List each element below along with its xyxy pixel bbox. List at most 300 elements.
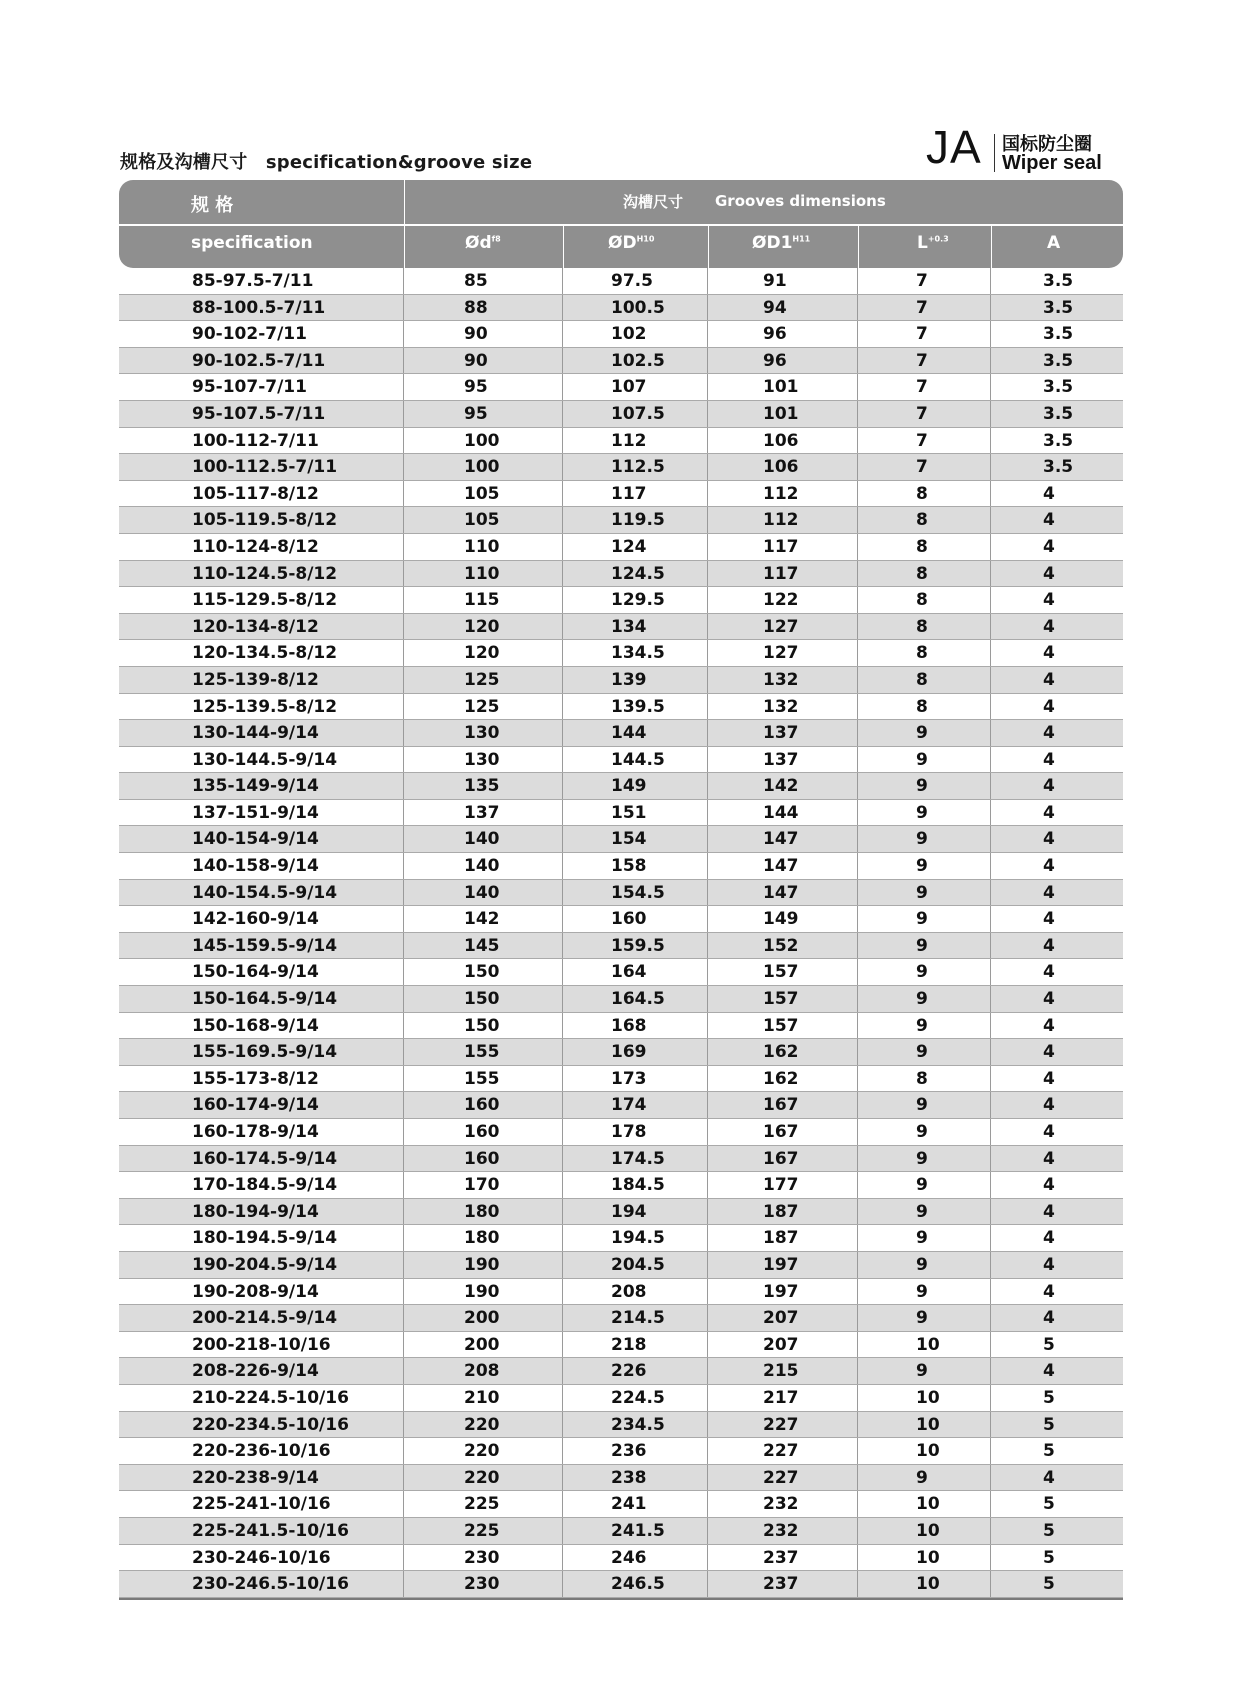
cell-D: 112.5 [563, 454, 708, 480]
cell-L: 9 [858, 906, 991, 932]
cell-D: 151 [563, 800, 708, 826]
cell-D1: 149 [708, 906, 858, 932]
table-row [119, 640, 1123, 667]
header-col-d-tolerance: f8 [491, 234, 501, 244]
cell-A: 3.5 [1043, 271, 1074, 291]
cell-D1: 167 [708, 1092, 858, 1118]
cell-L: 9 [858, 747, 991, 773]
table-row [119, 1146, 1123, 1173]
cell-D1: 106 [708, 454, 858, 480]
cell-D: 174.5 [563, 1146, 708, 1172]
cell-spec: 95-107.5-7/11 [119, 401, 404, 427]
table-row [119, 374, 1123, 401]
table-row [119, 454, 1123, 481]
table-row [119, 1358, 1123, 1385]
cell-D1: 152 [708, 933, 858, 959]
cell-d: 140 [404, 880, 563, 906]
cell-d: 115 [404, 587, 563, 613]
cell-d: 150 [404, 1013, 563, 1039]
cell-spec: 135-149-9/14 [119, 773, 404, 799]
cell-D1: 94 [708, 295, 858, 321]
cell-L: 9 [858, 1305, 991, 1331]
cell-D: 129.5 [563, 587, 708, 613]
cell-d: 142 [404, 906, 563, 932]
cell-D: 241 [563, 1491, 708, 1517]
table-row [119, 667, 1123, 694]
cell-A: 3.5 [1043, 377, 1074, 398]
table-row [119, 1571, 1123, 1598]
cell-D1: 117 [708, 534, 858, 560]
cell-L: 8 [858, 507, 991, 533]
cell-d: 125 [404, 667, 563, 693]
cell-A: 4 [1043, 749, 1055, 770]
cell-D: 246 [563, 1545, 708, 1571]
table-caption [120, 148, 532, 174]
cell-D1: 232 [708, 1518, 858, 1544]
cell-D1: 227 [708, 1465, 858, 1491]
cell-D: 154 [563, 826, 708, 852]
cell-A: 4 [1043, 935, 1055, 956]
cell-D1: 227 [708, 1412, 858, 1438]
header-col-L: $L^{+0.3}$ [917, 233, 949, 253]
cell-spec: 130-144.5-9/14 [119, 747, 404, 773]
cell-spec: 210-224.5-10/16 [119, 1385, 404, 1411]
cell-L: 9 [858, 853, 991, 879]
cell-L: 9 [858, 1199, 991, 1225]
cell-D1: 147 [708, 880, 858, 906]
cell-L: 9 [858, 1092, 991, 1118]
cell-D: 241.5 [563, 1518, 708, 1544]
cell-A: 4 [1043, 776, 1055, 797]
header-col-D-tolerance: H10 [636, 234, 655, 244]
cell-d: 180 [404, 1199, 563, 1225]
header-col-A: A [1047, 233, 1061, 253]
cell-D: 112 [563, 428, 708, 454]
table-row [119, 1412, 1123, 1439]
table-row [119, 348, 1123, 375]
cell-L: 8 [858, 1066, 991, 1092]
cell-D: 107 [563, 374, 708, 400]
cell-spec: 200-214.5-9/14 [119, 1305, 404, 1331]
cell-D1: 122 [708, 587, 858, 613]
cell-d: 120 [404, 614, 563, 640]
cell-D: 117 [563, 481, 708, 507]
cell-A: 4 [1043, 1228, 1055, 1249]
cell-d: 95 [404, 374, 563, 400]
cell-A: 3.5 [1043, 297, 1074, 318]
cell-L: 9 [858, 1119, 991, 1145]
cell-L: 7 [858, 321, 991, 347]
cell-D1: 137 [708, 720, 858, 746]
cell-A: 4 [1043, 1281, 1055, 1302]
cell-A: 4 [1043, 1254, 1055, 1275]
cell-A: 3.5 [1043, 403, 1074, 424]
cell-D: 149 [563, 773, 708, 799]
cell-D1: 144 [708, 800, 858, 826]
table-row [119, 1518, 1123, 1545]
cell-d: 130 [404, 747, 563, 773]
cell-A: 4 [1043, 829, 1055, 850]
cell-A: 4 [1043, 723, 1055, 744]
cell-L: 10 [858, 1545, 991, 1571]
cell-L: 7 [858, 401, 991, 427]
cell-D1: 127 [708, 640, 858, 666]
header-divider-vertical [858, 224, 859, 268]
table-row [119, 1438, 1123, 1465]
cell-d: 225 [404, 1518, 563, 1544]
cell-D: 134.5 [563, 640, 708, 666]
cell-D1: 162 [708, 1066, 858, 1092]
cell-D: 194 [563, 1199, 708, 1225]
table-row [119, 428, 1123, 455]
table-row [119, 268, 1123, 295]
product-name-cn: 国标防尘圈 [1002, 134, 1092, 155]
cell-A: 4 [1043, 590, 1055, 611]
cell-spec: 105-117-8/12 [119, 481, 404, 507]
table-row [119, 1545, 1123, 1572]
table-row [119, 1332, 1123, 1359]
table-row [119, 773, 1123, 800]
cell-D1: 112 [708, 481, 858, 507]
header-grooves-cn: 沟槽尺寸 [623, 193, 684, 211]
cell-D1: 207 [708, 1305, 858, 1331]
table-row [119, 1279, 1123, 1306]
cell-D: 236 [563, 1438, 708, 1464]
cell-L: 8 [858, 561, 991, 587]
table-row [119, 959, 1123, 986]
cell-d: 230 [404, 1571, 563, 1597]
table-row [119, 826, 1123, 853]
cell-D: 158 [563, 853, 708, 879]
header-divider-horizontal [119, 224, 1123, 226]
cell-A: 4 [1043, 882, 1055, 903]
cell-D1: 112 [708, 507, 858, 533]
cell-d: 230 [404, 1545, 563, 1571]
cell-L: 8 [858, 694, 991, 720]
cell-d: 145 [404, 933, 563, 959]
cell-D1: 117 [708, 561, 858, 587]
cell-A: 4 [1043, 1361, 1055, 1382]
cell-D1: 96 [708, 321, 858, 347]
cell-d: 135 [404, 773, 563, 799]
cell-A: 5 [1043, 1414, 1055, 1435]
cell-spec: 115-129.5-8/12 [119, 587, 404, 613]
cell-d: 225 [404, 1491, 563, 1517]
cell-D: 139 [563, 667, 708, 693]
table-row [119, 1491, 1123, 1518]
cell-D: 102.5 [563, 348, 708, 374]
cell-A: 3.5 [1043, 324, 1074, 345]
header-divider-vertical [404, 180, 405, 268]
cell-spec: 230-246-10/16 [119, 1545, 404, 1571]
cell-spec: 160-174-9/14 [119, 1092, 404, 1118]
cell-D1: 187 [708, 1199, 858, 1225]
cell-D1: 217 [708, 1385, 858, 1411]
cell-L: 9 [858, 720, 991, 746]
cell-spec: 85-97.5-7/11 [119, 268, 404, 294]
cell-A: 5 [1043, 1547, 1055, 1568]
cell-D: 169 [563, 1039, 708, 1065]
cell-D: 184.5 [563, 1172, 708, 1198]
cell-D: 124 [563, 534, 708, 560]
cell-d: 105 [404, 507, 563, 533]
cell-D1: 137 [708, 747, 858, 773]
cell-L: 8 [858, 614, 991, 640]
cell-d: 210 [404, 1385, 563, 1411]
cell-L: 9 [858, 986, 991, 1012]
cell-A: 4 [1043, 616, 1055, 637]
cell-spec: 160-174.5-9/14 [119, 1146, 404, 1172]
cell-L: 9 [858, 1225, 991, 1251]
cell-L: 9 [858, 1465, 991, 1491]
table-header [119, 180, 1123, 268]
cell-L: 10 [858, 1438, 991, 1464]
header-col-D: $ØD^{H10}$ [608, 233, 655, 253]
cell-d: 220 [404, 1438, 563, 1464]
header-divider-vertical [708, 224, 709, 268]
cell-spec: 137-151-9/14 [119, 800, 404, 826]
cell-d: 220 [404, 1412, 563, 1438]
cell-D1: 237 [708, 1545, 858, 1571]
header-divider-vertical [563, 224, 564, 268]
cell-L: 9 [858, 1013, 991, 1039]
cell-L: 8 [858, 534, 991, 560]
cell-d: 110 [404, 534, 563, 560]
cell-spec: 120-134-8/12 [119, 614, 404, 640]
cell-A: 4 [1043, 563, 1055, 584]
cell-L: 9 [858, 800, 991, 826]
cell-D1: 127 [708, 614, 858, 640]
table-row [119, 1305, 1123, 1332]
cell-D: 168 [563, 1013, 708, 1039]
table-row [119, 720, 1123, 747]
header-divider-vertical [991, 224, 992, 268]
table-row [119, 1465, 1123, 1492]
cell-spec: 95-107-7/11 [119, 374, 404, 400]
cell-D1: 227 [708, 1438, 858, 1464]
cell-D1: 207 [708, 1332, 858, 1358]
table-row [119, 906, 1123, 933]
cell-A: 5 [1043, 1441, 1055, 1462]
cell-d: 155 [404, 1039, 563, 1065]
cell-D: 160 [563, 906, 708, 932]
cell-L: 8 [858, 587, 991, 613]
table-row [119, 1172, 1123, 1199]
cell-spec: 150-168-9/14 [119, 1013, 404, 1039]
product-code: JA [926, 121, 982, 173]
header-spec-cn: 规 格 [191, 195, 234, 216]
cell-d: 100 [404, 454, 563, 480]
table-row [119, 481, 1123, 508]
table-row [119, 1013, 1123, 1040]
cell-d: 95 [404, 401, 563, 427]
cell-D: 164 [563, 959, 708, 985]
cell-A: 5 [1043, 1334, 1055, 1355]
cell-spec: 120-134.5-8/12 [119, 640, 404, 666]
header-col-L-tolerance: +0.3 [927, 234, 949, 244]
cell-spec: 230-246.5-10/16 [119, 1571, 404, 1597]
table-row [119, 1385, 1123, 1412]
cell-d: 125 [404, 694, 563, 720]
cell-spec: 190-208-9/14 [119, 1279, 404, 1305]
cell-D1: 101 [708, 374, 858, 400]
cell-d: 150 [404, 959, 563, 985]
cell-d: 220 [404, 1465, 563, 1491]
cell-A: 4 [1043, 1042, 1055, 1063]
cell-spec: 140-158-9/14 [119, 853, 404, 879]
table-row [119, 1039, 1123, 1066]
cell-L: 7 [858, 374, 991, 400]
table-row [119, 694, 1123, 721]
cell-L: 9 [858, 1039, 991, 1065]
cell-d: 200 [404, 1305, 563, 1331]
cell-D1: 147 [708, 826, 858, 852]
brand-divider [994, 134, 995, 172]
cell-L: 10 [858, 1385, 991, 1411]
cell-D1: 101 [708, 401, 858, 427]
table-row [119, 587, 1123, 614]
table-row [119, 1252, 1123, 1279]
table-row [119, 1199, 1123, 1226]
cell-spec: 155-173-8/12 [119, 1066, 404, 1092]
cell-d: 155 [404, 1066, 563, 1092]
cell-D: 164.5 [563, 986, 708, 1012]
cell-d: 140 [404, 853, 563, 879]
cell-D: 174 [563, 1092, 708, 1118]
cell-d: 208 [404, 1358, 563, 1384]
table-row [119, 1066, 1123, 1093]
cell-L: 7 [858, 295, 991, 321]
cell-d: 88 [404, 295, 563, 321]
cell-d: 90 [404, 348, 563, 374]
cell-D: 97.5 [563, 268, 708, 294]
cell-D: 208 [563, 1279, 708, 1305]
cell-d: 160 [404, 1092, 563, 1118]
cell-A: 4 [1043, 1201, 1055, 1222]
table-row [119, 853, 1123, 880]
cell-spec: 155-169.5-9/14 [119, 1039, 404, 1065]
cell-D: 144 [563, 720, 708, 746]
table-row [119, 933, 1123, 960]
table-row [119, 295, 1123, 322]
cell-D1: 132 [708, 667, 858, 693]
cell-D: 102 [563, 321, 708, 347]
cell-D: 139.5 [563, 694, 708, 720]
cell-L: 9 [858, 826, 991, 852]
cell-D: 194.5 [563, 1225, 708, 1251]
cell-A: 4 [1043, 643, 1055, 664]
cell-L: 10 [858, 1332, 991, 1358]
header-col-D1-tolerance: H11 [792, 234, 811, 244]
cell-D: 214.5 [563, 1305, 708, 1331]
cell-A: 4 [1043, 536, 1055, 557]
cell-d: 110 [404, 561, 563, 587]
cell-spec: 145-159.5-9/14 [119, 933, 404, 959]
cell-d: 130 [404, 720, 563, 746]
cell-D1: 157 [708, 959, 858, 985]
cell-D: 144.5 [563, 747, 708, 773]
cell-spec: 88-100.5-7/11 [119, 295, 404, 321]
cell-d: 170 [404, 1172, 563, 1198]
cell-d: 150 [404, 986, 563, 1012]
header-col-D1: $ØD1^{H11}$ [752, 233, 811, 253]
cell-D1: 162 [708, 1039, 858, 1065]
cell-spec: 150-164-9/14 [119, 959, 404, 985]
cell-D: 246.5 [563, 1571, 708, 1597]
cell-D: 119.5 [563, 507, 708, 533]
cell-D: 226 [563, 1358, 708, 1384]
cell-L: 10 [858, 1412, 991, 1438]
cell-d: 100 [404, 428, 563, 454]
cell-spec: 220-238-9/14 [119, 1465, 404, 1491]
cell-D1: 96 [708, 348, 858, 374]
table-row [119, 880, 1123, 907]
cell-d: 160 [404, 1119, 563, 1145]
cell-D1: 215 [708, 1358, 858, 1384]
cell-D: 107.5 [563, 401, 708, 427]
cell-spec: 220-236-10/16 [119, 1438, 404, 1464]
cell-A: 3.5 [1043, 350, 1074, 371]
cell-A: 4 [1043, 1068, 1055, 1089]
cell-A: 3.5 [1043, 430, 1074, 451]
cell-spec: 140-154.5-9/14 [119, 880, 404, 906]
cell-d: 160 [404, 1146, 563, 1172]
cell-spec: 225-241-10/16 [119, 1491, 404, 1517]
cell-A: 4 [1043, 909, 1055, 930]
cell-D: 154.5 [563, 880, 708, 906]
caption-cn: 规格及沟槽尺寸 [120, 152, 248, 173]
cell-D1: 187 [708, 1225, 858, 1251]
cell-D: 218 [563, 1332, 708, 1358]
cell-spec: 130-144-9/14 [119, 720, 404, 746]
cell-D1: 91 [708, 268, 858, 294]
header-spec-en: specification [191, 233, 313, 253]
cell-spec: 225-241.5-10/16 [119, 1518, 404, 1544]
cell-D: 178 [563, 1119, 708, 1145]
cell-spec: 100-112.5-7/11 [119, 454, 404, 480]
cell-A: 4 [1043, 1175, 1055, 1196]
cell-L: 9 [858, 959, 991, 985]
cell-L: 9 [858, 933, 991, 959]
table-row [119, 614, 1123, 641]
caption-en: specification&groove size [265, 152, 533, 173]
cell-L: 8 [858, 640, 991, 666]
cell-A: 4 [1043, 1122, 1055, 1142]
cell-d: 120 [404, 640, 563, 666]
table-row [119, 747, 1123, 774]
cell-spec: 160-178-9/14 [119, 1119, 404, 1145]
cell-A: 4 [1043, 856, 1055, 877]
cell-L: 9 [858, 1358, 991, 1384]
cell-D: 124.5 [563, 561, 708, 587]
cell-spec: 200-218-10/16 [119, 1332, 404, 1358]
cell-L: 7 [858, 428, 991, 454]
cell-L: 9 [858, 1146, 991, 1172]
cell-L: 7 [858, 348, 991, 374]
cell-D1: 237 [708, 1571, 858, 1597]
cell-A: 4 [1043, 669, 1055, 690]
cell-D: 159.5 [563, 933, 708, 959]
product-name-en: Wiper seal [1002, 152, 1102, 174]
cell-A: 4 [1043, 483, 1055, 504]
cell-d: 200 [404, 1332, 563, 1358]
cell-A: 4 [1043, 1467, 1055, 1488]
cell-D1: 132 [708, 694, 858, 720]
cell-A: 5 [1043, 1520, 1055, 1541]
cell-spec: 170-184.5-9/14 [119, 1172, 404, 1198]
cell-L: 9 [858, 1252, 991, 1278]
cell-L: 8 [858, 667, 991, 693]
